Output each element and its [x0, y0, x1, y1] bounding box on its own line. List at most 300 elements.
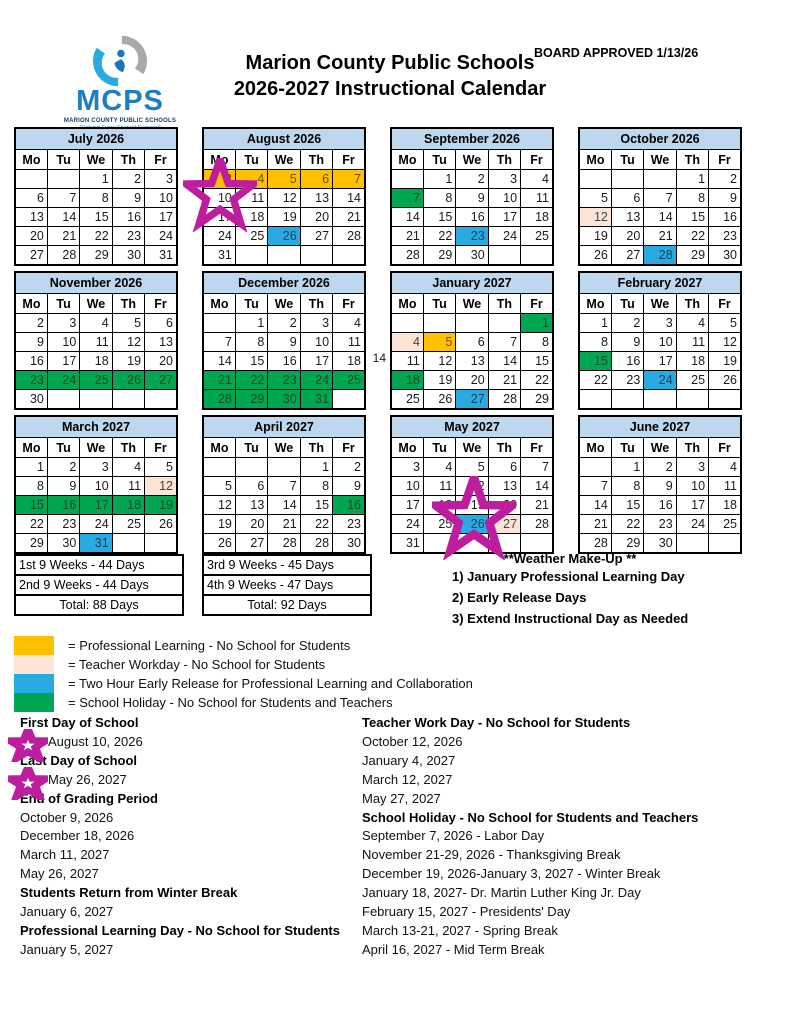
day-cell: 7 — [203, 333, 235, 352]
day-cell: 26 — [145, 515, 177, 534]
day-cell: 23 — [15, 371, 47, 390]
day-cell — [268, 246, 300, 266]
event-heading: Last Day of School — [20, 752, 138, 768]
weekday-header: Mo — [203, 294, 235, 314]
day-cell: 14 — [644, 208, 676, 227]
day-cell: 8 — [300, 477, 332, 496]
weekday-header: Th — [112, 294, 144, 314]
day-cell — [709, 390, 741, 410]
day-cell: 25 — [391, 390, 423, 410]
day-cell: 15 — [80, 208, 112, 227]
week-row — [579, 458, 741, 477]
day-cell: 1 — [676, 170, 708, 189]
day-cell: 30 — [709, 246, 741, 266]
sh-color-swatch — [14, 693, 54, 712]
day-cell — [488, 314, 520, 333]
weekday-header: Th — [300, 150, 332, 170]
month-table — [202, 127, 366, 266]
day-cell: 12 — [203, 496, 235, 515]
day-cell: 8 — [15, 477, 47, 496]
day-cell: 7 — [644, 189, 676, 208]
day-cell: 7 — [488, 333, 520, 352]
day-cell: 23 — [112, 227, 144, 246]
summary-row: 2nd 9 Weeks - 44 Days — [16, 576, 182, 596]
week-row — [15, 314, 177, 333]
day-cell: 4 — [521, 170, 553, 189]
day-cell: 13 — [488, 477, 520, 496]
week-row — [203, 515, 365, 534]
day-cell — [112, 534, 144, 554]
month-title: May 2027 — [391, 416, 553, 438]
board-approved-note: BOARD APPROVED 1/13/26 — [534, 46, 699, 60]
day-cell: 14 — [203, 352, 235, 371]
weather-makeup-title: **Weather Make-Up ** — [503, 551, 637, 566]
month-title: October 2026 — [579, 128, 741, 150]
day-cell: 30 — [456, 246, 488, 266]
day-cell: 20 — [145, 352, 177, 371]
day-cell: 19 — [112, 352, 144, 371]
week-row — [391, 246, 553, 266]
day-cell: 29 — [423, 246, 455, 266]
week-row — [391, 314, 553, 333]
legend-row — [14, 636, 473, 655]
day-cell: 14 — [521, 477, 553, 496]
day-cell: 2 — [611, 314, 643, 333]
day-cell: 21 — [521, 496, 553, 515]
day-cell: 28 — [47, 246, 79, 266]
month-title: March 2027 — [15, 416, 177, 438]
day-cell: 15 — [521, 352, 553, 371]
weekday-header: Mo — [579, 438, 611, 458]
semester1-summary-box — [14, 554, 184, 616]
day-cell: 23 — [644, 515, 676, 534]
day-cell: 8 — [611, 477, 643, 496]
week-row — [203, 371, 365, 390]
day-cell: 26 — [423, 390, 455, 410]
day-cell: 2 — [456, 170, 488, 189]
day-cell: 13 — [235, 496, 267, 515]
day-cell: 11 — [112, 477, 144, 496]
day-cell: 3 — [488, 170, 520, 189]
day-cell: 27 — [456, 390, 488, 410]
day-cell: 23 — [268, 371, 300, 390]
day-cell: 24 — [644, 371, 676, 390]
legend-row — [14, 655, 473, 674]
day-cell: 13 — [611, 208, 643, 227]
day-cell — [579, 458, 611, 477]
day-cell: 24 — [488, 227, 520, 246]
week-row — [579, 208, 741, 227]
weekday-row — [579, 150, 741, 170]
day-cell: 19 — [203, 515, 235, 534]
day-cell: 10 — [300, 333, 332, 352]
week-row — [579, 246, 741, 266]
day-cell: 11 — [709, 477, 741, 496]
day-cell: 29 — [15, 534, 47, 554]
day-cell: 17 — [488, 208, 520, 227]
week-row — [391, 170, 553, 189]
weekday-header: We — [456, 294, 488, 314]
day-cell — [203, 458, 235, 477]
day-cell: 6 — [300, 170, 332, 189]
day-cell — [333, 246, 365, 266]
week-row — [15, 189, 177, 208]
weekday-header: We — [644, 438, 676, 458]
day-cell — [456, 314, 488, 333]
weekday-header: We — [456, 150, 488, 170]
week-row — [391, 458, 553, 477]
day-cell: 24 — [676, 515, 708, 534]
mcps-logo — [52, 33, 188, 131]
legend-row — [14, 674, 473, 693]
legend-label: = Two Hour Early Release for Professional Learning and Collaboration — [68, 676, 473, 691]
week-row — [15, 458, 177, 477]
day-cell: 21 — [579, 515, 611, 534]
day-cell: 10 — [488, 189, 520, 208]
month-title: August 2026 — [203, 128, 365, 150]
week-row — [203, 333, 365, 352]
weekday-row — [203, 150, 365, 170]
logo-acronym: MCPS — [76, 85, 164, 117]
day-cell: 16 — [47, 496, 79, 515]
mcps-emblem-icon — [92, 33, 148, 89]
events-column-left — [20, 714, 350, 960]
day-cell: 8 — [521, 333, 553, 352]
day-cell: 26 — [268, 227, 300, 246]
day-cell: 9 — [112, 189, 144, 208]
weekday-header: Mo — [579, 150, 611, 170]
day-cell: 21 — [203, 371, 235, 390]
logo-name: MARION COUNTY PUBLIC SCHOOLS — [63, 118, 177, 124]
weekday-header: Tu — [423, 294, 455, 314]
day-cell: 17 — [47, 352, 79, 371]
day-cell: 20 — [300, 208, 332, 227]
day-cell: 15 — [423, 208, 455, 227]
day-cell — [300, 246, 332, 266]
week-row — [391, 371, 553, 390]
legend-label: = Professional Learning - No School for Students — [68, 638, 351, 653]
week-row — [579, 371, 741, 390]
week-row — [15, 208, 177, 227]
day-cell: 7 — [333, 170, 365, 189]
day-cell: 13 — [145, 333, 177, 352]
day-cell: 21 — [488, 371, 520, 390]
weekday-header: Mo — [391, 294, 423, 314]
day-cell: 6 — [456, 333, 488, 352]
day-cell: 18 — [676, 352, 708, 371]
day-cell — [611, 390, 643, 410]
event-date: January 5, 2027 — [20, 941, 114, 957]
month-table — [14, 415, 178, 554]
day-cell — [333, 390, 365, 410]
day-cell: 18 — [709, 496, 741, 515]
event-date: December 18, 2026 — [20, 828, 135, 844]
day-cell: 31 — [391, 534, 423, 554]
day-cell: 22 — [579, 371, 611, 390]
day-cell: 19 — [579, 227, 611, 246]
tw-color-swatch — [14, 655, 54, 674]
day-cell: 4 — [80, 314, 112, 333]
day-cell: 30 — [268, 390, 300, 410]
day-cell: 7 — [579, 477, 611, 496]
weekday-row — [579, 438, 741, 458]
day-cell — [644, 170, 676, 189]
day-cell: 28 — [300, 534, 332, 554]
day-cell: 17 — [300, 352, 332, 371]
day-cell: 14 — [268, 496, 300, 515]
day-cell: 18 — [521, 208, 553, 227]
day-cell: 9 — [456, 189, 488, 208]
day-cell: 22 — [611, 515, 643, 534]
weekday-header: Fr — [333, 294, 365, 314]
day-cell: 17 — [145, 208, 177, 227]
day-cell: 2 — [112, 170, 144, 189]
day-cell: 21 — [391, 227, 423, 246]
day-cell: 28 — [268, 534, 300, 554]
week-row — [15, 534, 177, 554]
day-cell: 11 — [423, 477, 455, 496]
weekday-header: Tu — [235, 150, 267, 170]
event-heading: Professional Learning Day - No School for Students — [20, 922, 340, 938]
day-cell: 16 — [456, 208, 488, 227]
day-cell: 10 — [676, 477, 708, 496]
calendar-grid — [14, 127, 742, 554]
day-cell: 2 — [709, 170, 741, 189]
month-table — [202, 271, 366, 410]
day-cell: 15 — [235, 352, 267, 371]
day-cell: 8 — [235, 333, 267, 352]
weekday-header: We — [644, 294, 676, 314]
day-cell: 31 — [145, 246, 177, 266]
day-cell: 12 — [579, 208, 611, 227]
week-row — [15, 170, 177, 189]
day-cell: 10 — [644, 333, 676, 352]
week-row — [15, 246, 177, 266]
week-row — [579, 390, 741, 410]
day-cell: 29 — [521, 390, 553, 410]
weekday-header: Tu — [47, 150, 79, 170]
day-cell: 5 — [456, 458, 488, 477]
day-cell: 17 — [203, 208, 235, 227]
weekday-header: Tu — [235, 294, 267, 314]
weekday-header: Th — [488, 150, 520, 170]
week-row — [391, 227, 553, 246]
day-cell: 26 — [579, 246, 611, 266]
weekday-header: Mo — [391, 438, 423, 458]
day-cell: 28 — [521, 515, 553, 534]
week-row — [15, 227, 177, 246]
day-cell: 29 — [80, 246, 112, 266]
title-line-1: Marion County Public Schools — [245, 52, 535, 74]
weekday-header: We — [456, 438, 488, 458]
weekday-header: We — [644, 150, 676, 170]
day-cell: 14 — [47, 208, 79, 227]
weekday-header: Fr — [521, 294, 553, 314]
event-date: May 26, 2027 — [48, 771, 127, 787]
day-cell: 20 — [488, 496, 520, 515]
er-color-swatch — [14, 674, 54, 693]
event-date: January 18, 2027- Dr. Martin Luther King Jr. Day — [362, 885, 641, 901]
day-cell: 8 — [80, 189, 112, 208]
day-cell: 14 — [333, 189, 365, 208]
weather-makeup-list — [440, 566, 700, 629]
day-cell: 13 — [456, 352, 488, 371]
day-cell: 4 — [709, 458, 741, 477]
day-cell: 5 — [145, 458, 177, 477]
day-cell: 3 — [676, 458, 708, 477]
day-cell: 18 — [80, 352, 112, 371]
day-cell: 11 — [521, 189, 553, 208]
day-cell: 16 — [268, 352, 300, 371]
week-row — [579, 170, 741, 189]
day-cell — [47, 390, 79, 410]
day-cell: 30 — [47, 534, 79, 554]
day-cell: 2 — [47, 458, 79, 477]
summary-row: 4th 9 Weeks - 47 Days — [204, 576, 370, 596]
month-title: April 2027 — [203, 416, 365, 438]
day-cell: 25 — [521, 227, 553, 246]
event-heading: Students Return from Winter Break — [20, 885, 238, 901]
week-row — [391, 208, 553, 227]
day-cell — [203, 314, 235, 333]
day-cell: 23 — [333, 515, 365, 534]
day-cell: 12 — [423, 352, 455, 371]
day-cell: 26 — [203, 534, 235, 554]
week-row — [203, 534, 365, 554]
weekday-header: Mo — [15, 294, 47, 314]
day-cell: 15 — [300, 496, 332, 515]
week-row — [391, 189, 553, 208]
weekday-header: Tu — [611, 438, 643, 458]
week-row — [579, 496, 741, 515]
month-title: June 2027 — [579, 416, 741, 438]
week-row — [579, 189, 741, 208]
event-date: August 10, 2026 — [48, 733, 143, 749]
day-cell: 18 — [235, 208, 267, 227]
day-cell — [235, 458, 267, 477]
weekday-header: Fr — [145, 150, 177, 170]
day-cell: 16 — [15, 352, 47, 371]
legend-label: = Teacher Workday - No School for Students — [68, 657, 326, 672]
weekday-header: We — [268, 294, 300, 314]
day-cell: 12 — [268, 189, 300, 208]
day-cell: 5 — [579, 189, 611, 208]
week-row — [203, 352, 365, 371]
day-cell: 16 — [709, 208, 741, 227]
day-cell: 9 — [15, 333, 47, 352]
weekday-header: Tu — [47, 294, 79, 314]
day-cell: 18 — [333, 352, 365, 371]
weekday-header: Mo — [203, 438, 235, 458]
month-title: January 2027 — [391, 272, 553, 294]
day-cell: 31 — [203, 246, 235, 266]
weekday-header: Fr — [145, 438, 177, 458]
event-heading: End of Grading Period — [20, 790, 158, 806]
day-cell: 5 — [709, 314, 741, 333]
day-cell — [579, 170, 611, 189]
day-cell: 10 — [391, 477, 423, 496]
day-cell: 17 — [391, 496, 423, 515]
weekday-header: Mo — [391, 150, 423, 170]
day-cell: 18 — [112, 496, 144, 515]
weekday-row — [15, 294, 177, 314]
day-cell: 21 — [333, 208, 365, 227]
event-date: May 27, 2027 — [362, 790, 441, 806]
weekday-header: Th — [300, 438, 332, 458]
day-cell: 6 — [145, 314, 177, 333]
day-cell: 30 — [112, 246, 144, 266]
day-cell: 9 — [47, 477, 79, 496]
week-row — [579, 314, 741, 333]
day-cell: 19 — [145, 496, 177, 515]
weekday-header: Fr — [521, 150, 553, 170]
weekday-header: Mo — [15, 438, 47, 458]
week-row — [15, 371, 177, 390]
month-table — [390, 415, 554, 554]
day-cell: 10 — [203, 189, 235, 208]
month-title: December 2026 — [203, 272, 365, 294]
day-cell: 1 — [80, 170, 112, 189]
day-cell: 29 — [676, 246, 708, 266]
weekday-header: Th — [112, 150, 144, 170]
day-cell: 21 — [644, 227, 676, 246]
day-cell — [235, 246, 267, 266]
day-cell: 22 — [521, 371, 553, 390]
weekday-header: Fr — [333, 438, 365, 458]
day-cell: 5 — [423, 333, 455, 352]
day-cell: 31 — [300, 390, 332, 410]
day-cell: 25 — [112, 515, 144, 534]
day-cell: 3 — [145, 170, 177, 189]
day-cell — [709, 534, 741, 554]
day-cell: 13 — [300, 189, 332, 208]
day-cell: 26 — [709, 371, 741, 390]
day-cell: 19 — [709, 352, 741, 371]
day-cell: 22 — [235, 371, 267, 390]
week-row — [391, 477, 553, 496]
day-cell: 5 — [203, 477, 235, 496]
day-cell: 25 — [423, 515, 455, 534]
day-cell: 3 — [391, 458, 423, 477]
weekday-row — [203, 294, 365, 314]
summary-row: 3rd 9 Weeks - 45 Days — [204, 556, 370, 576]
day-cell — [644, 390, 676, 410]
summary-row: Total: 92 Days — [247, 598, 327, 612]
week-row — [579, 477, 741, 496]
month-title: July 2026 — [15, 128, 177, 150]
day-cell: 21 — [47, 227, 79, 246]
summary-row: Total: 88 Days — [59, 598, 139, 612]
day-cell: 4 — [391, 333, 423, 352]
week-row — [579, 352, 741, 371]
day-cell — [112, 390, 144, 410]
weather-makeup-section — [440, 551, 700, 629]
events-column-right — [362, 714, 782, 960]
event-date: December 19, 2026-January 3, 2027 - Winter Break — [362, 866, 661, 882]
day-cell — [521, 246, 553, 266]
day-cell: 26 — [112, 371, 144, 390]
weather-makeup-item: 3) Extend Instructional Day as Needed — [452, 611, 689, 626]
event-date: February 15, 2027 - Presidents' Day — [362, 904, 571, 920]
day-cell: 24 — [145, 227, 177, 246]
weekday-header: Fr — [145, 294, 177, 314]
day-cell: 22 — [423, 227, 455, 246]
day-cell: 2 — [15, 314, 47, 333]
event-date: April 16, 2027 - Mid Term Break — [362, 941, 545, 957]
weekday-row — [15, 438, 177, 458]
weather-makeup-item: 2) Early Release Days — [452, 590, 587, 605]
day-cell: 24 — [80, 515, 112, 534]
